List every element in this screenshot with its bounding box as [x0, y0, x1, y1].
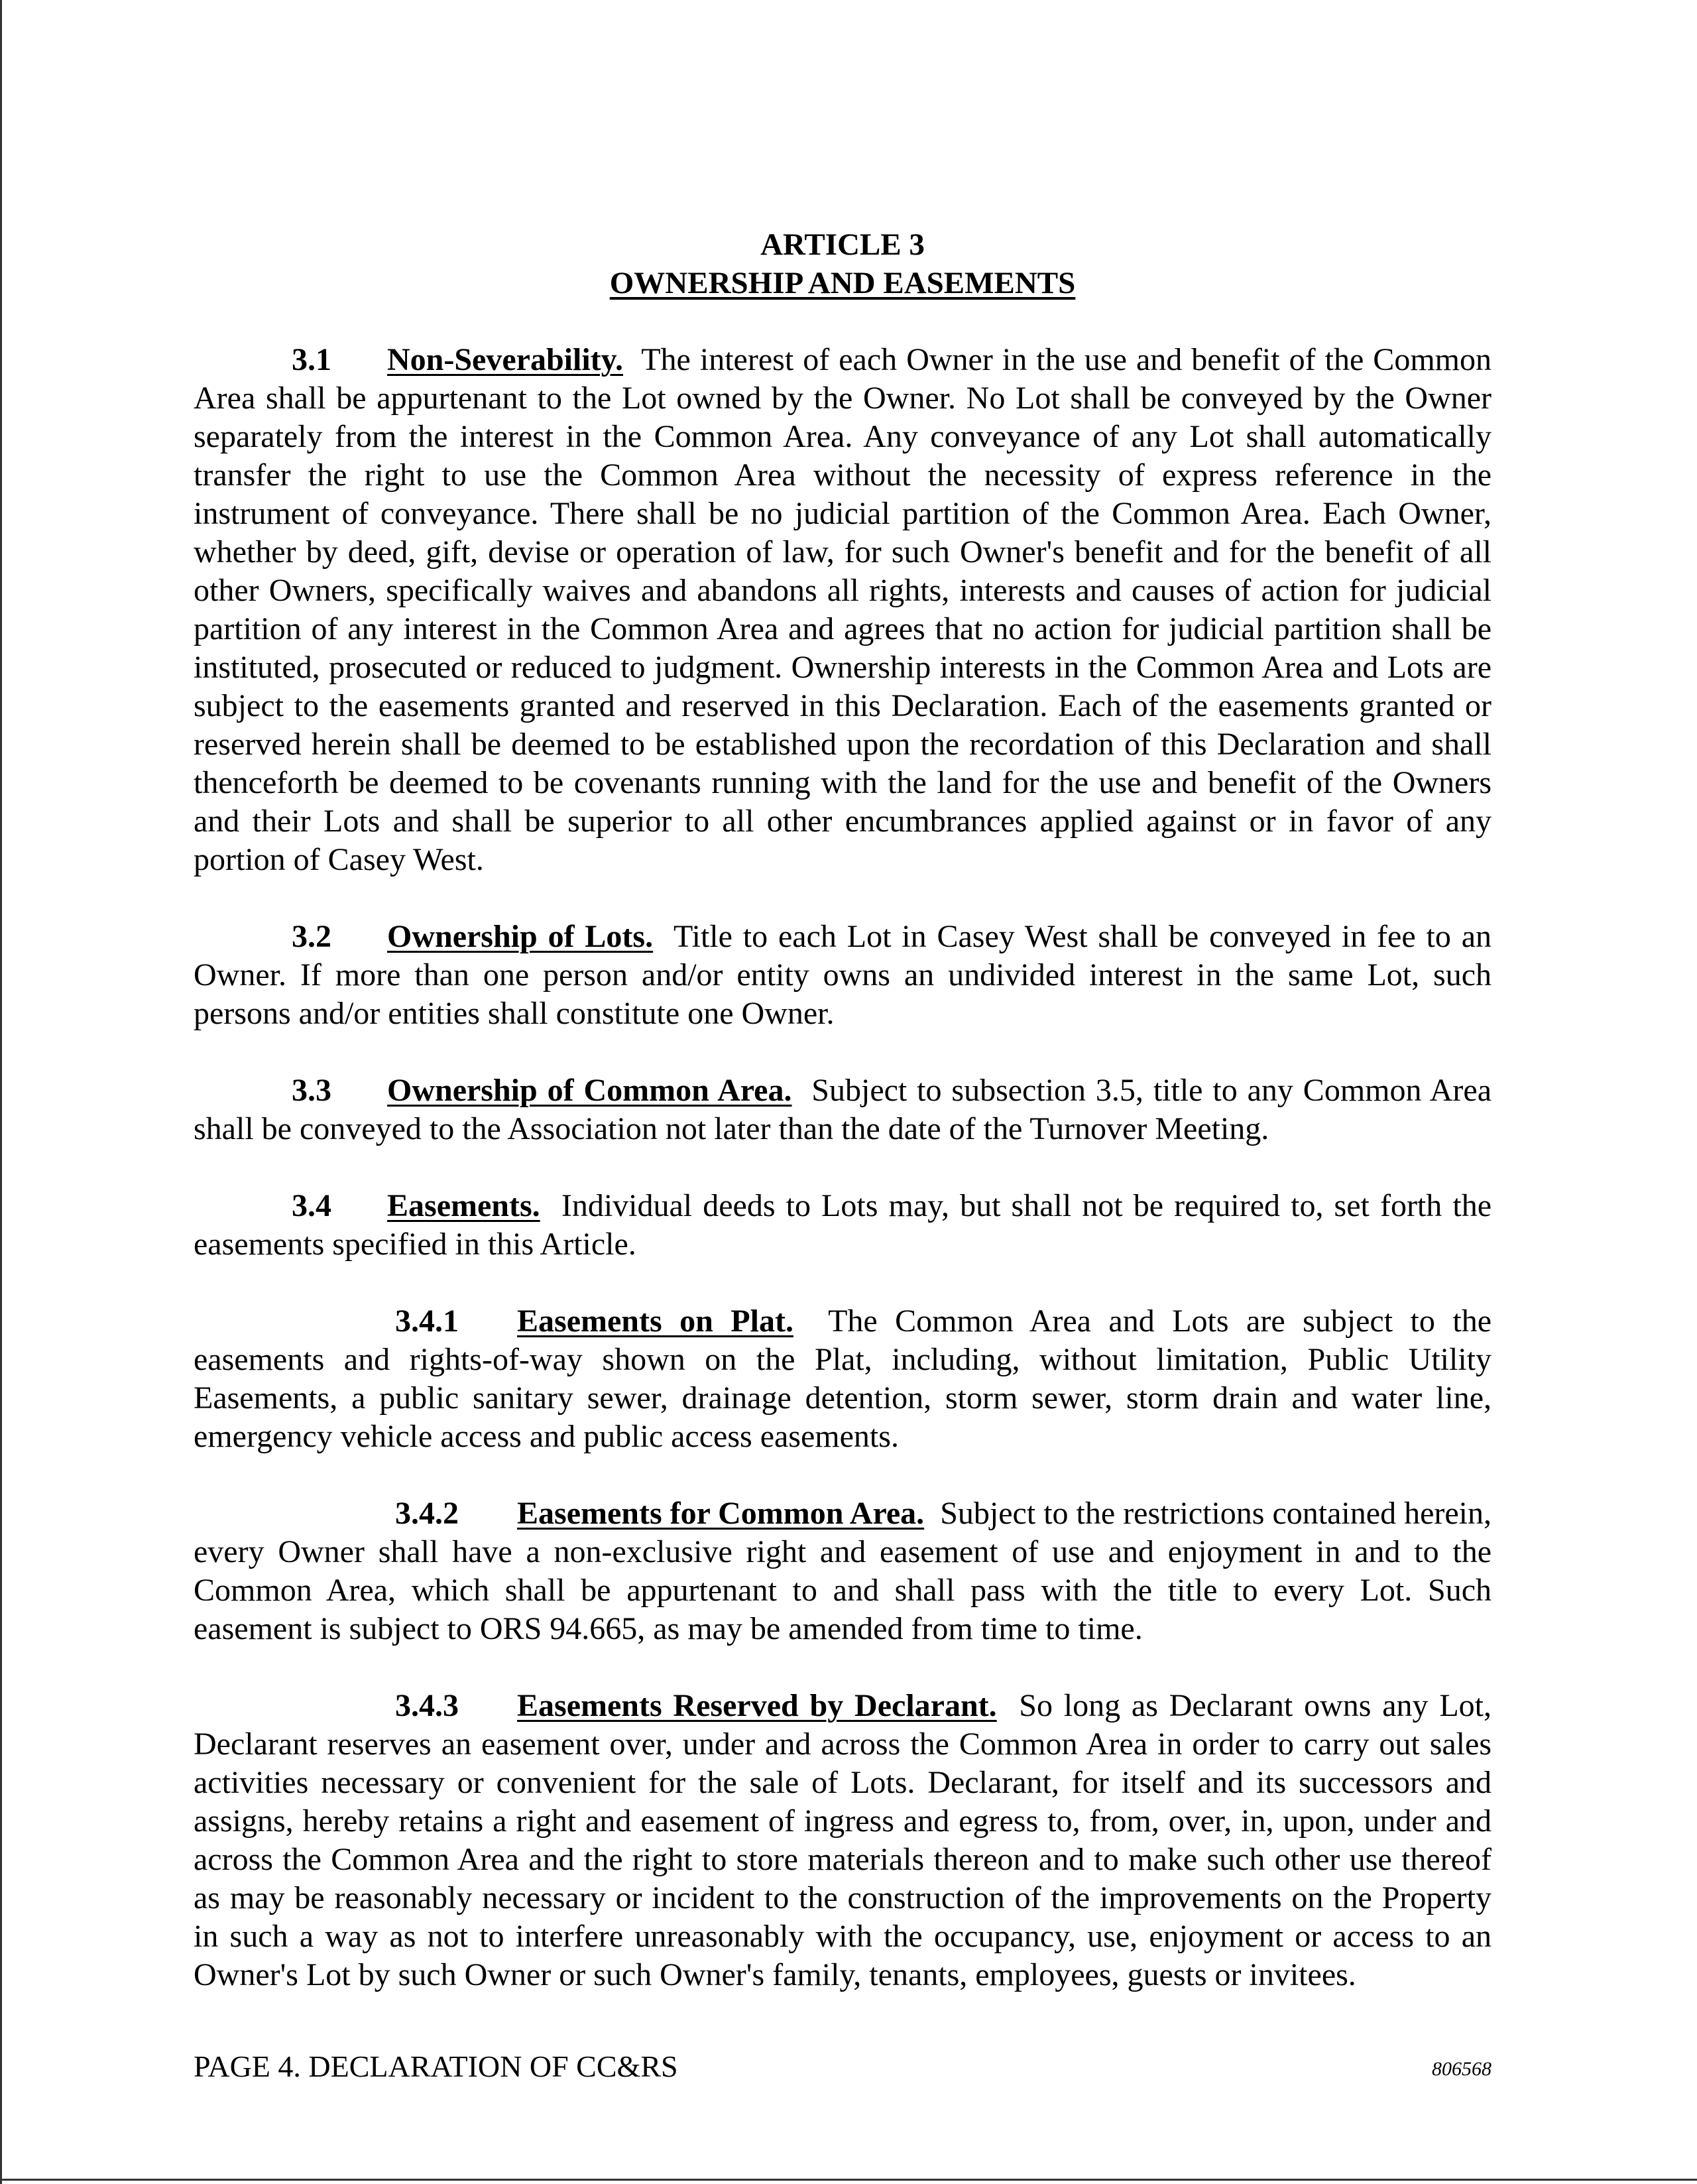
section-number: 3.3 — [292, 1073, 331, 1108]
footer-document-number: 806568 — [1432, 2058, 1492, 2080]
document-body — [194, 225, 1492, 1994]
section-number: 3.1 — [292, 342, 331, 377]
footer-page-label: PAGE 4. DECLARATION OF CC&RS — [194, 2049, 678, 2083]
section-body: So long as Declarant owns any Lot, Declarant reserves an easement over, under and across the Common Area in order to carry out sales activities necessary or convenient for the sale of Lots. Declarant, for itself and its successors and assigns, hereby retains a right and easement of ingress and egress to, from, over, in, upon, under and across the Common Area and the right to store materials thereon and to make such other use thereof as may be reasonably necessary or incident to the construction of the improvements on the Property in such a way as not to interfere unreasonably with the occupancy, use, enjoyment or access to an Owner's Lot by such Owner or such Owner's family, tenants, employees, guests or invitees. — [194, 1688, 1492, 1992]
section-3-1 — [194, 341, 1492, 879]
article-title: OWNERSHIP AND EASEMENTS — [609, 266, 1076, 300]
section-3-3 — [194, 1071, 1492, 1148]
section-title: Easements on Plat. — [517, 1304, 793, 1339]
section-3-4 — [194, 1187, 1492, 1264]
section-number: 3.4.2 — [395, 1496, 459, 1531]
section-body: Subject to subsection 3.5, title to any Common Area shall be conveyed to the Association not later than the date of the Turnover Meeting. — [194, 1073, 1492, 1146]
article-heading — [194, 225, 1492, 302]
section-3-2 — [194, 918, 1492, 1033]
section-number: 3.2 — [292, 919, 331, 954]
section-body: The interest of each Owner in the use and benefit of the Common Area shall be appurtenant to the Lot owned by the Owner. No Lot shall be conveyed by the Owner separately from the interest in the Common Area. Any conveyance of any Lot shall automatically transfer the right to use the Common Area without the necessity of express reference in the instrument of conveyance. There shall be no judicial partition of the Common Area. Each Owner, whether by deed, gift, devise or operation of law, for such Owner's benefit and for the benefit of all other Owners, specifically waives and abandons all rights, interests and causes of action for judicial partition of any interest in the Common Area and agrees that no action for judicial partition shall be instituted, prosecuted or reduced to judgment. Ownership interests in the Common Area and Lots are subject to the easements granted and reserved in this Declaration. Each of the easements granted or reserved herein shall be deemed to be established upon the recordation of this Declaration and shall thenceforth be deemed to be covenants running with the land for the use and benefit of the Owners and their Lots and shall be superior to all other encumbrances applied against or in favor of any portion of Casey West. — [194, 342, 1492, 877]
section-title: Easements for Common Area. — [517, 1496, 925, 1531]
section-title: Ownership of Lots. — [387, 919, 654, 954]
section-number: 3.4.1 — [395, 1304, 459, 1339]
section-3-4-3 — [194, 1687, 1492, 1994]
section-body: Individual deeds to Lots may, but shall not be required to, set forth the easements specified in this Article. — [194, 1188, 1492, 1262]
article-number: ARTICLE 3 — [760, 227, 925, 262]
section-title: Non-Severability. — [387, 342, 623, 377]
scan-edge-bottom — [0, 2179, 1697, 2181]
page-footer — [194, 2047, 1492, 2086]
section-body: The Common Area and Lots are subject to the easements and rights-of-way shown on the Plat, including, without limitation, Public Utility Easements, a public sanitary sewer, drainage detention, storm sewer, storm drain and water line, emergency vehicle access and public access easements. — [194, 1304, 1492, 1454]
section-3-4-2 — [194, 1494, 1492, 1648]
section-3-4-1 — [194, 1302, 1492, 1456]
scan-edge-left — [0, 0, 2, 2184]
section-body: Subject to the restrictions contained herein, every Owner shall have a non-exclusive right and easement of use and enjoyment in and to the Common Area, which shall be appurtenant to and shall pass with the title to every Lot. Such easement is subject to ORS 94.665, as may be amended from time to time. — [194, 1496, 1492, 1646]
section-number: 3.4.3 — [395, 1688, 459, 1723]
section-number: 3.4 — [292, 1188, 331, 1223]
section-title: Ownership of Common Area. — [387, 1073, 792, 1108]
section-title: Easements Reserved by Declarant. — [517, 1688, 997, 1723]
section-title: Easements. — [387, 1188, 540, 1223]
section-body: Title to each Lot in Casey West shall be conveyed in fee to an Owner. If more than one person and/or entity owns an undivided interest in the same Lot, such persons and/or entities shall constitute one Owner. — [194, 919, 1492, 1031]
